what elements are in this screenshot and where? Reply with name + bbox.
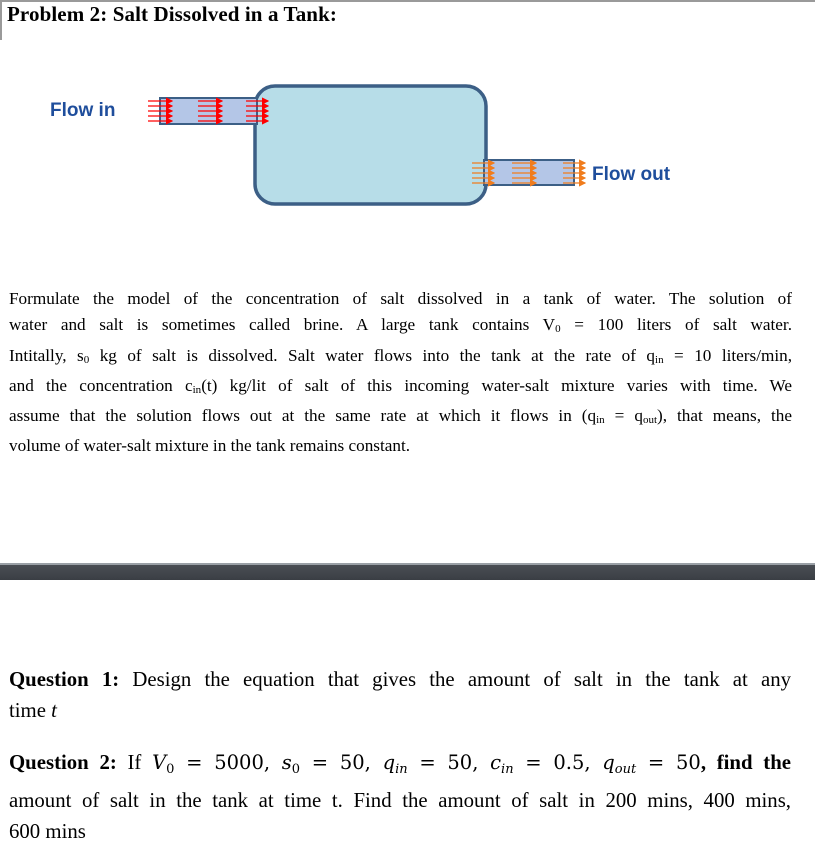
question-2-label: Question 2: [9,751,117,774]
description-line-5: assume that the solution flows out at the same rate at which it flows in (qin = qout), that means, the [9,406,792,427]
question-2-line-2: amount of salt in the tank at time t. Find the amount of salt in 200 mins, 400 mins, [9,789,791,812]
description-line-1: Formulate the model of the concentration of salt dissolved in a tank of water. The solution of [9,289,792,308]
question-1-label: Question 1: [9,668,120,691]
flow-out-label: Flow out [592,164,671,185]
question-1-line-1: Question 1: Design the equation that gives the amount of salt in the tank at any [9,668,791,691]
tank-diagram-svg [0,60,815,220]
description-line-2: water and salt is sometimes called brine. A large tank contains V0 = 100 liters of salt water. [9,315,793,336]
description-line-6: volume of water-salt mixture in the tank remains constant. [9,436,411,456]
description-line-4: and the concentration cin(t) kg/lit of salt of this incoming water-salt mixture varies with time. We [9,375,792,396]
description-line-3: Intitally, s0 kg of salt is dissolved. Salt water flows into the tank at the rate of qin = 10 liters/min, [9,345,793,366]
question-1-line-2: time t [9,699,57,722]
page-break-bar [0,565,815,580]
problem-title: Problem 2: Salt Dissolved in a Tank: [7,2,337,26]
question-1 [9,664,791,726]
question-2-line-1: Question 2: If $V_0 = 5000$, $s_0 = 50$, $q_{in} = 50$, $c_{in} = 0.5$, $q_{out} = 50$, find the [9,751,792,777]
problem-description [9,286,792,460]
tank [255,86,486,204]
question-2 [9,747,791,847]
page-left-border [0,0,2,40]
question-2-line-3: 600 mins [9,820,86,843]
tank-diagram [0,60,815,225]
flow-in-label: Flow in [50,100,116,121]
